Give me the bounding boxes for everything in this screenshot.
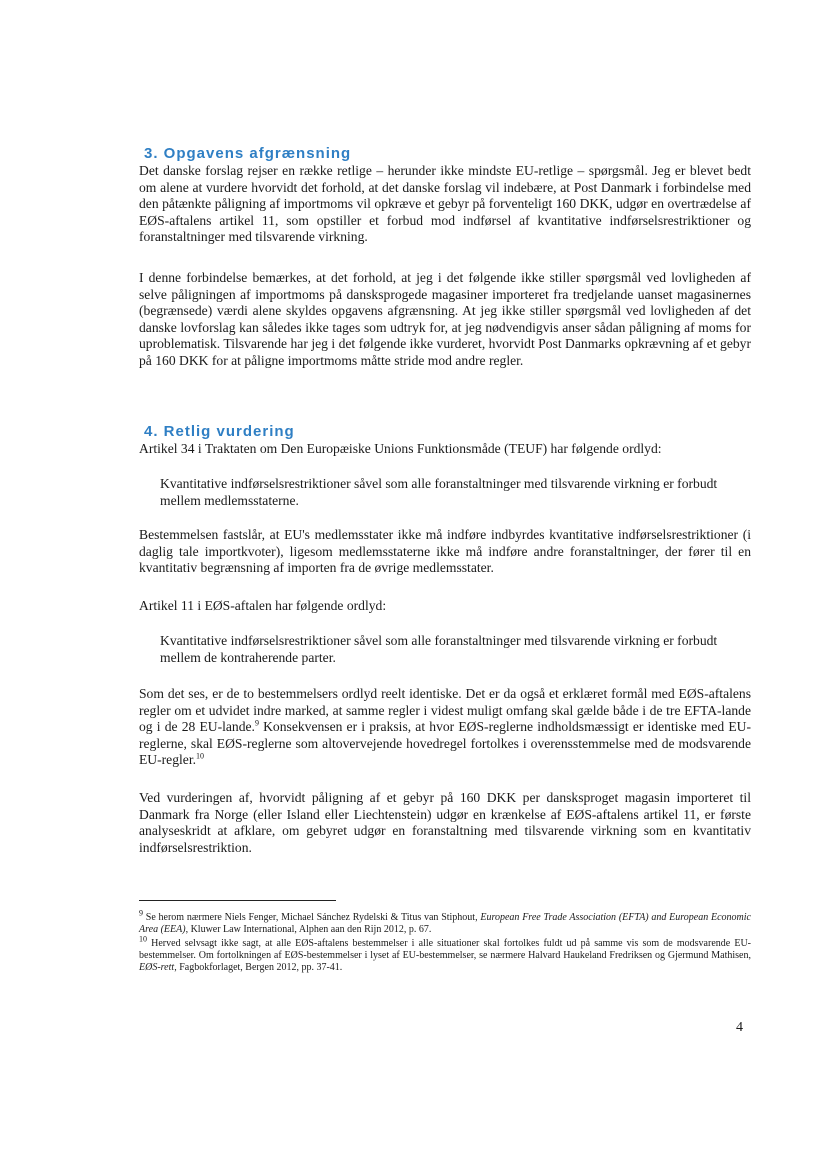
section-4-heading: 4. Retlig vurdering: [144, 423, 295, 440]
paragraph-4-text-b: Konsekvensen er i praksis, at hvor EØS-reglerne indholdsmæssigt er identiske med EU-reglerne, skal EØS-reglerne som altovervejende hovedregel fortolkes i overensstemmelse med de modsvarende EU-regler.: [139, 719, 752, 767]
paragraph-4-text-a: Som det ses, er de to bestemmelsers ordlyd reelt identiske. Det er da også et erklæret formål med EØS-aftalens regler om et udvidet indre marked, at samme regler i videst muligt omfang skal gælde både i de tre EFTA-lande og i de 28 EU-lande.: [139, 686, 751, 734]
footnote-10-title: EØS-rett: [139, 962, 175, 973]
footnote-10-number: 10: [139, 934, 147, 944]
section-4-paragraph-4: [139, 686, 751, 769]
section-3-paragraph-2: I denne forbindelse bemærkes, at det forhold, at jeg i det følgende ikke stiller spørgsmål ved lovligheden af selve påligningen af importmoms på dansksprogede magasiner importeret fra tredjelande uanset magasinernes (begrænsede) værdi alene skyldes opgavens afgrænsning. At jeg ikke stiller spørgsmål ved lovligheden af det danske lovforslag kan således ikke tages som udtryk for, at jeg nødvendigvis anser sådan påligning af moms for uproblematisk. Tilsvarende har jeg i det følgende ikke vurderet, hvorvidt Post Danmarks opkrævning af et gebyr på 160 DKK for at påligne importmoms måtte stride mod andre regler.: [139, 270, 751, 368]
footnote-9-title: European Free Trade Association (EFTA) and European Economic Area (EEA): [139, 912, 751, 935]
quote-teuf-article-34: Kvantitative indførselsrestriktioner såvel som alle foranstaltninger med tilsvarende virkning er forbudt mellem medlemsstaterne.: [160, 476, 718, 508]
section-4-paragraph-2: Bestemmelsen fastslår, at EU's medlemsstater ikke må indføre indbyrdes kvantitative indførselsrestriktioner (i daglig tale importkvoter), ligesom medlemsstaterne ikke må indføre andre foranstaltninger, der fører til en kvantitativ begrænsning af importen fra de øvrige medlemsstater.: [139, 527, 751, 575]
footnote-9: [139, 908, 751, 936]
footnote-10-text-a: Herved selvsagt ikke sagt, at alle EØS-aftalens bestemmelser i alle situationer skal fortolkes fuldt ud på samme vis som de modsvarende EU-bestemmelser. Om fortolkningen af EØS-bestemmelser i lyset af EU-bestemmelser, se nærmere Halvard Haukeland Fredriksen og Gjermund Mathisen,: [139, 938, 751, 961]
footnote-ref-9[interactable]: 9: [254, 718, 259, 728]
quote-eea-article-11: Kvantitative indførselsrestriktioner såvel som alle foranstaltninger med tilsvarende virkning er forbudt mellem de kontraherende parter.: [160, 633, 718, 665]
footnote-ref-10[interactable]: 10: [196, 751, 204, 761]
section-4-paragraph-5: Ved vurderingen af, hvorvidt påligning af et gebyr på 160 DKK per dansksproget magasin importeret til Danmark fra Norge (eller Island eller Liechtenstein) udgør en krænkelse af EØS-aftalens artikel 11, er første analyseskridt at afklare, om gebyret udgør en foranstaltning med tilsvarende virkning som en kvantitativ indførselsrestriktion.: [139, 790, 751, 855]
footnote-9-text-b: , Kluwer Law International, Alphen aan den Rijn 2012, p. 67.: [185, 924, 432, 935]
page-number: 4: [736, 1020, 743, 1035]
section-4-intro: Artikel 34 i Traktaten om Den Europæiske Unions Funktionsmåde (TEUF) har følgende ordlyd:: [139, 441, 662, 456]
section-3-paragraph-1: Det danske forslag rejser en række retlige – herunder ikke mindste EU-retlige – spørgsmål. Jeg er blevet bedt om alene at vurdere hvorvidt det forhold, at det danske forslag vil indebære, at Post Danmark i forbindelse med den påtænkte påligning af importmoms vil opkræve et gebyr på forventeligt 160 DKK, udgør en overtrædelse af EØS-aftalens artikel 11, som opstiller et forbud mod indførsel af kvantitative indførselsrestriktioner og foranstaltninger med tilsvarende virkning.: [139, 163, 751, 244]
footnote-10: [139, 934, 751, 974]
section-3-heading: 3. Opgavens afgrænsning: [144, 145, 352, 162]
footnote-10-text-b: , Fagbokforlaget, Bergen 2012, pp. 37-41.: [174, 962, 343, 973]
footnote-9-number: 9: [139, 908, 143, 918]
footnote-9-text-a: Se herom nærmere Niels Fenger, Michael Sánchez Rydelski & Titus van Stiphout,: [143, 912, 481, 923]
footnote-separator: [139, 900, 336, 901]
section-4-paragraph-3: Artikel 11 i EØS-aftalen har følgende ordlyd:: [139, 598, 387, 613]
